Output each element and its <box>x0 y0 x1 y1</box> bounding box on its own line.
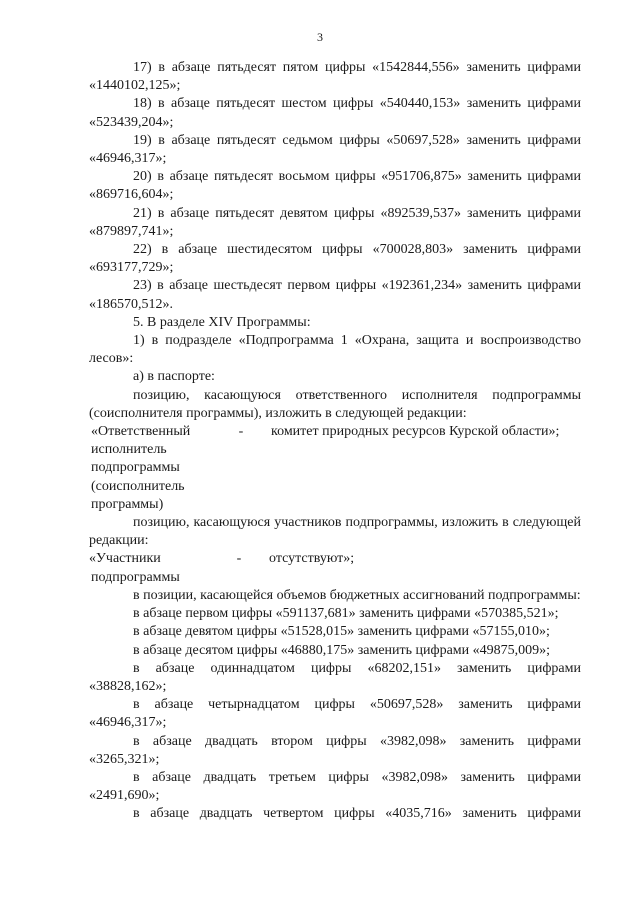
responsible-dash: - <box>238 424 244 440</box>
responsible-executor-label <box>91 423 211 441</box>
participants-value: отсутствуют»; <box>269 551 355 567</box>
budget-item-11: в абзаце одиннадцатом цифры «68202,151» заменить цифрами «38828,162»; <box>89 660 581 694</box>
responsible-label-line: «Ответственный <box>91 424 191 440</box>
section-5-heading: 5. В разделе XIV Программы: <box>133 314 311 330</box>
budget-item-23: в абзаце двадцать третьем цифры «3982,098» заменить цифрами «2491,690»; <box>89 769 581 804</box>
participants-label <box>89 550 209 568</box>
position-budget-intro: в позиции, касающейся объемов бюджетных ассигнований подпрограммы: <box>133 587 581 603</box>
responsible-label-line: (соисполнитель <box>91 478 185 494</box>
participants-label-line: «Участники <box>89 551 161 567</box>
paragraph-item-20: 20) в абзаце пятьдесят восьмом цифры «951706,875» заменить цифрами «869716,604»; <box>89 169 581 203</box>
paragraph-item-21: 21) в абзаце пятьдесят девятом цифры «892539,537» заменить цифрами «879897,741»; <box>89 205 581 239</box>
responsible-executor-row <box>91 423 581 441</box>
page-number: 3 <box>317 30 323 44</box>
budget-item-24: в абзаце двадцать четвертом цифры «4035,716» заменить цифрами <box>133 806 581 822</box>
paragraph-item-19: 19) в абзаце пятьдесят седьмом цифры «50697,528» заменить цифрами «46946,317»; <box>89 132 581 167</box>
subsection-5-1-a: а) в паспорте: <box>133 369 215 385</box>
budget-item-9: в абзаце девятом цифры «51528,015» заменить цифрами «57155,010»; <box>133 624 550 640</box>
paragraph-item-23: 23) в абзаце шестьдесят первом цифры «192361,234» заменить цифрами «186570,512». <box>89 278 581 312</box>
budget-item-10: в абзаце десятом цифры «46880,175» заменить цифрами «49875,009»; <box>133 642 551 658</box>
participants-label-line: подпрограммы <box>91 569 180 585</box>
budget-item-22: в абзаце двадцать втором цифры «3982,098» заменить цифрами «3265,321»; <box>89 733 581 767</box>
responsible-label-line: программы) <box>91 496 164 512</box>
participants-dash: - <box>236 551 242 567</box>
responsible-executor-value: комитет природных ресурсов Курской области»; <box>271 424 560 440</box>
paragraph-item-22: 22) в абзаце шестидесятом цифры «700028,803» заменить цифрами «693177,729»; <box>89 242 581 276</box>
participants-row <box>89 550 581 568</box>
document-body <box>89 59 581 824</box>
responsible-label-line: исполнитель <box>91 442 167 458</box>
paragraph-item-17: 17) в абзаце пятьдесят пятом цифры «1542844,556» заменить цифрами «1440102,125»; <box>89 60 581 94</box>
position-participants-intro: позицию, касающуюся участников подпрограммы, изложить в следующей редакции: <box>89 515 581 549</box>
responsible-label-line: подпрограммы <box>91 460 180 476</box>
budget-item-14: в абзаце четырнадцатом цифры «50697,528» заменить цифрами «46946,317»; <box>89 697 581 731</box>
position-responsible-intro: позицию, касающуюся ответственного исполнителя подпрограммы (соисполнителя программы), изложить в следующей редакции: <box>89 387 581 421</box>
paragraph-item-18: 18) в абзаце пятьдесят шестом цифры «540440,153» заменить цифрами «523439,204»; <box>89 96 581 130</box>
budget-item-1: в абзаце первом цифры «591137,681» заменить цифрами «570385,521»; <box>133 606 559 622</box>
subsection-5-1: 1) в подразделе «Подпрограмма 1 «Охрана, защита и воспроизводство лесов»: <box>89 333 581 367</box>
